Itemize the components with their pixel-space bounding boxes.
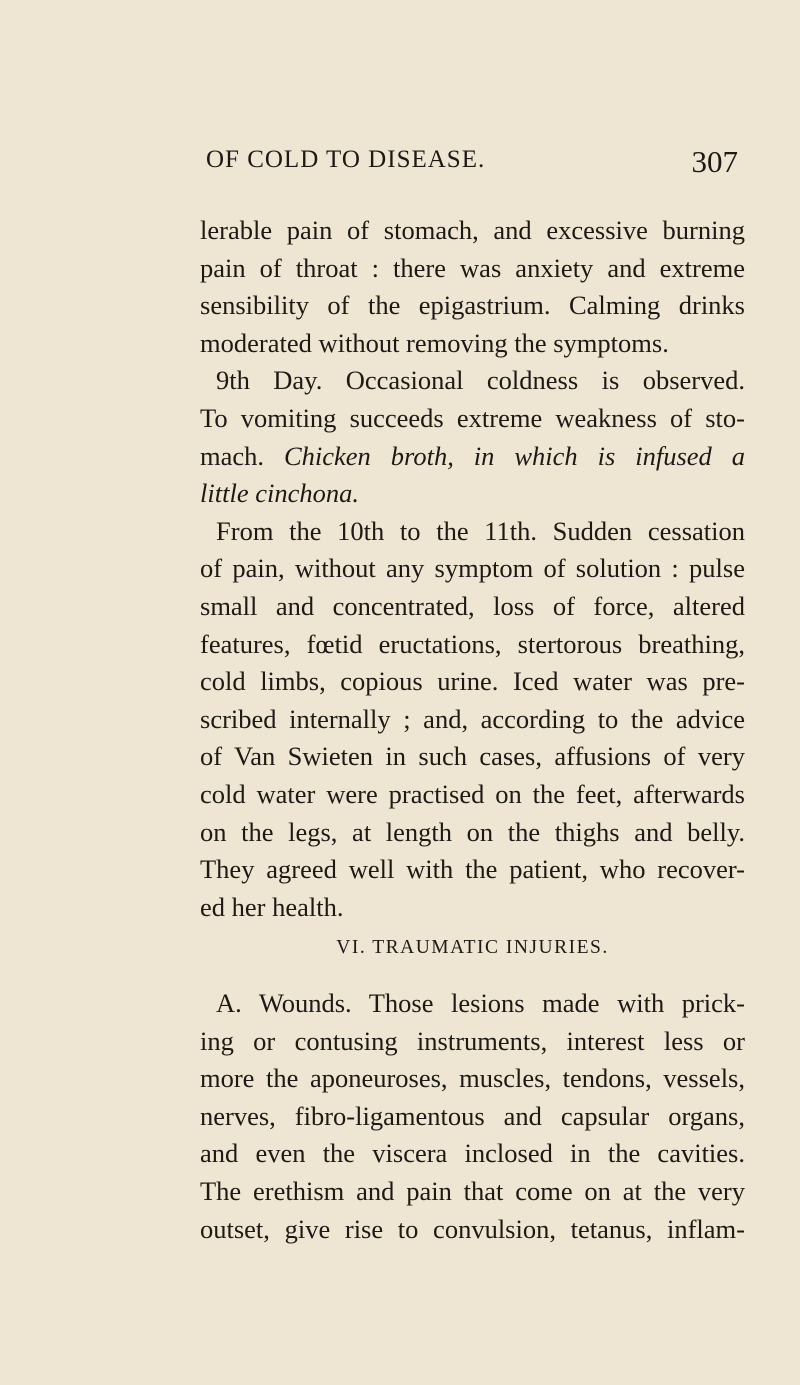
text-line: features, fœtid eructations, stertorous breathing, [200, 628, 745, 659]
text-line: sensibility of the epigastrium. Calming drinks [200, 290, 745, 321]
text-line: small and concentrated, loss of force, altered [200, 590, 745, 621]
text-line: on the legs, at length on the thighs and belly. [200, 816, 745, 847]
text-line: scribed internally ; and, according to the advice [200, 703, 745, 734]
italic-fragment: Chicken broth, in which is infused a [283, 440, 746, 471]
text-line: The erethism and pain that come on at the very [200, 1175, 745, 1206]
text-line: of pain, without any symptom of solution : pulse [200, 553, 745, 584]
text-line: 9th Day. Occasional coldness is observed. [216, 365, 745, 396]
running-head [206, 146, 766, 186]
text-line-mixed [200, 438, 745, 476]
text-line: outset, give rise to convulsion, tetanus, inflam- [200, 1213, 745, 1244]
text-line: To vomiting succeeds extreme weakness of sto- [200, 402, 745, 433]
section-text [200, 985, 745, 1248]
text-line: and even the viscera inclosed in the cavities. [200, 1138, 745, 1169]
text-line: cold water were practised on the feet, afterwards [200, 778, 745, 809]
text-line: From the 10th to the 11th. Sudden cessation [216, 515, 745, 546]
text-line-italic: little cinchona. [200, 478, 359, 509]
text-line: ed her health. [200, 891, 344, 922]
section-heading: VI. TRAUMATIC INJURIES. [336, 937, 609, 958]
text-line: of Van Swieten in such cases, affusions of very [200, 741, 745, 772]
text-line: ing or contusing instruments, interest less or [200, 1025, 745, 1056]
text-line: lerable pain of stomach, and excessive burning [200, 215, 745, 245]
text-line: nerves, fibro-ligamentous and capsular organs, [200, 1100, 745, 1131]
running-head-title: OF COLD TO DISEASE. [206, 146, 486, 173]
text-line: moderated without removing the symptoms. [200, 327, 669, 358]
text-fragment: mach. [200, 440, 284, 471]
text-line: more the aponeuroses, muscles, tendons, vessels, [200, 1063, 745, 1094]
text-line: They agreed well with the patient, who recover- [200, 854, 745, 885]
page-number: 307 [691, 144, 738, 179]
text-line: cold limbs, copious urine. Iced water was pre- [200, 666, 745, 697]
body-text [200, 212, 745, 926]
text-line: pain of throat : there was anxiety and extreme [200, 252, 745, 283]
text-line: A. Wounds. Those lesions made with prick- [216, 988, 745, 1018]
